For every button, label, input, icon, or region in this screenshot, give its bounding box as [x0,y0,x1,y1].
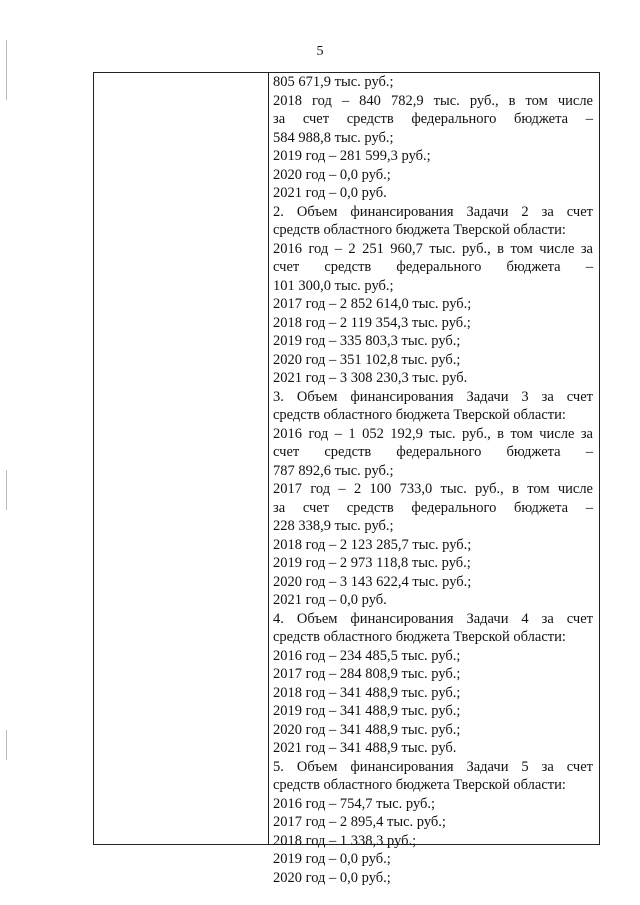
table-right-cell [273,73,593,887]
text-line: 2019 год – 2 973 118,8 тыс. руб.; [273,555,471,571]
text-line: 2020 год – 0,0 руб.; [273,166,391,183]
text-line: 2016 год – 2 251 960,7 тыс. руб., в том числе за [273,240,593,257]
text-line: 2019 год – 341 488,9 тыс. руб.; [273,703,461,719]
text-line: 2019 год – 0,0 руб.; [273,851,391,867]
scan-mark-left-top [6,40,7,100]
text-line: 2017 год – 2 852 614,0 тыс. руб.; [273,296,472,312]
text-line: 2019 год – 335 803,3 тыс. руб.; [273,333,461,349]
text-line: 2018 год – 1 338,3 руб.; [273,832,417,849]
text-line: средств областного бюджета Тверской области: [273,629,566,645]
page-number: 5 [316,44,324,59]
scan-mark-left-middle [6,470,7,510]
text-line: 5. Объем финансирования Задачи 5 за счет [273,758,593,775]
text-line: средств областного бюджета Тверской области: [273,777,566,793]
text-line: 2017 год – 2 895,4 тыс. руб.; [273,814,446,830]
text-line: счет средств федерального бюджета – [273,259,593,275]
text-line: 2020 год – 0,0 руб.; [273,869,391,886]
text-line: 2. Объем финансирования Задачи 2 за счет [273,203,593,220]
text-line: 101 300,0 тыс. руб.; [273,277,394,294]
text-line: 2018 год – 2 119 354,3 тыс. руб.; [273,314,471,331]
text-line: счет средств федерального бюджета – [273,444,593,460]
text-line: 787 892,6 тыс. руб.; [273,462,394,479]
text-line: 805 671,9 тыс. руб.; [273,74,394,90]
table-column-divider [268,73,269,844]
text-line: 2021 год – 341 488,9 тыс. руб. [273,740,457,756]
text-line: за счет средств федерального бюджета – [273,111,593,127]
text-line: 2018 год – 341 488,9 тыс. руб.; [273,684,461,701]
text-line: 2020 год – 351 102,8 тыс. руб.; [273,351,461,368]
text-line: 2021 год – 0,0 руб. [273,592,387,608]
text-line: 2019 год – 281 599,3 руб.; [273,148,431,164]
text-line: 2021 год – 3 308 230,3 тыс. руб. [273,370,468,386]
text-line: 3. Объем финансирования Задачи 3 за счет [273,388,593,405]
text-line: 4. Объем финансирования Задачи 4 за счет [273,610,593,627]
text-line: 2016 год – 234 485,5 тыс. руб.; [273,647,461,664]
scan-mark-left-bottom [6,730,7,760]
text-line: 2020 год – 3 143 622,4 тыс. руб.; [273,573,472,590]
text-line: 228 338,9 тыс. руб.; [273,518,394,534]
text-line: 2016 год – 1 052 192,9 тыс. руб., в том числе за [273,425,593,442]
text-line: 2018 год – 840 782,9 тыс. руб., в том числе [273,92,593,109]
text-line: средств областного бюджета Тверской области: [273,407,566,423]
text-line: за счет средств федерального бюджета – [273,499,593,516]
text-line: 2017 год – 2 100 733,0 тыс. руб., в том числе [273,481,593,497]
text-line: 2017 год – 284 808,9 тыс. руб.; [273,666,461,682]
text-line: средств областного бюджета Тверской области: [273,222,566,238]
text-line: 2018 год – 2 123 285,7 тыс. руб.; [273,536,472,553]
text-line: 2021 год – 0,0 руб. [273,185,387,201]
text-line: 2016 год – 754,7 тыс. руб.; [273,795,436,812]
document-table [93,72,600,886]
text-line: 2020 год – 341 488,9 тыс. руб.; [273,721,461,738]
text-line: 584 988,8 тыс. руб.; [273,129,394,146]
